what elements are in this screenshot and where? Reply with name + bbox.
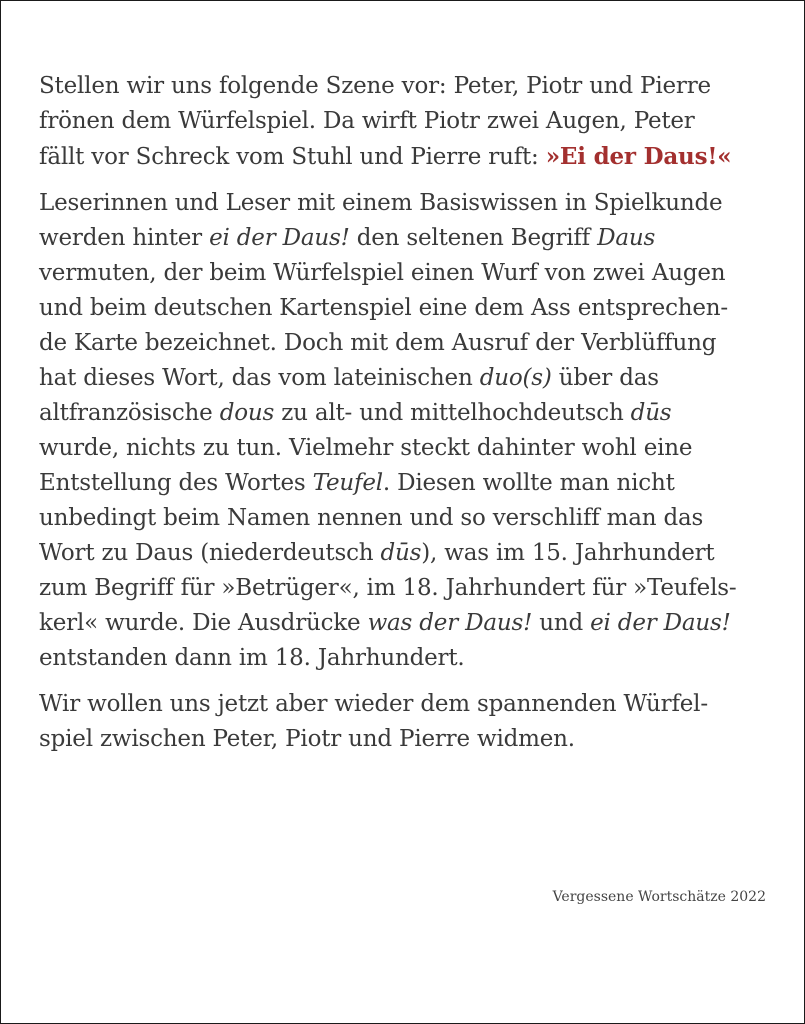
text: über das bbox=[551, 365, 659, 391]
text: entstanden dann im 18. Jahrhundert. bbox=[39, 645, 465, 671]
article-text bbox=[39, 69, 779, 768]
text: Wort zu Daus (niederdeutsch bbox=[39, 540, 381, 566]
footer-credit: Vergessene Wortschätze 2022 bbox=[552, 889, 766, 905]
text: zu alt- und mittelhochdeutsch bbox=[274, 400, 631, 426]
paragraph-explanation bbox=[39, 186, 779, 676]
italic-term: was der Daus! bbox=[367, 610, 533, 636]
text: Entstellung des Wortes bbox=[39, 470, 313, 496]
italic-term: dūs bbox=[380, 540, 422, 566]
text: spiel zwischen Peter, Piotr und Pierre widmen. bbox=[39, 726, 575, 752]
text: vermuten, der beim Würfelspiel einen Wurf von zwei Augen bbox=[39, 260, 726, 286]
italic-term: Daus bbox=[597, 225, 656, 251]
text: Wir wollen uns jetzt aber wieder dem spannenden Würfel- bbox=[39, 691, 708, 717]
paragraph-intro bbox=[39, 69, 779, 175]
text: und beim deutschen Kartenspiel eine dem Ass entsprechen- bbox=[39, 295, 728, 321]
text: ), was im 15. Jahrhundert bbox=[421, 540, 715, 566]
paragraph-closing bbox=[39, 687, 779, 757]
text: zum Begriff für »Betrüger«, im 18. Jahrhundert für »Teufels- bbox=[39, 575, 737, 601]
text: wurde, nichts zu tun. Vielmehr steckt dahinter wohl eine bbox=[39, 435, 693, 461]
italic-term: ei der Daus! bbox=[209, 225, 350, 251]
text: kerl« wurde. Die Ausdrücke bbox=[39, 610, 368, 636]
text: fällt vor Schreck vom Stuhl und Pierre ruft: bbox=[39, 144, 546, 170]
text: hat dieses Wort, das vom lateinischen bbox=[39, 365, 480, 391]
text: Stellen wir uns folgende Szene vor: Peter, Piotr und Pierre bbox=[39, 73, 711, 99]
text: Leserinnen und Leser mit einem Basiswissen in Spielkunde bbox=[39, 190, 723, 216]
text: werden hinter bbox=[39, 225, 210, 251]
text: de Karte bezeichnet. Doch mit dem Ausruf der Verblüffung bbox=[39, 330, 717, 356]
italic-term: dous bbox=[219, 400, 275, 426]
text: . Diesen wollte man nicht bbox=[382, 470, 675, 496]
highlighted-exclamation: »Ei der Daus!« bbox=[545, 143, 732, 170]
italic-term: dūs bbox=[630, 400, 672, 426]
text: frönen dem Würfelspiel. Da wirft Piotr zwei Augen, Peter bbox=[39, 108, 695, 134]
italic-term: duo(s) bbox=[479, 365, 552, 391]
italic-term: Teufel bbox=[312, 470, 383, 496]
text: den seltenen Begriff bbox=[349, 225, 598, 251]
italic-term: ei der Daus! bbox=[590, 610, 731, 636]
text: altfranzösische bbox=[39, 400, 220, 426]
text: und bbox=[532, 610, 591, 636]
text: unbedingt beim Namen nennen und so verschliff man das bbox=[39, 505, 704, 531]
